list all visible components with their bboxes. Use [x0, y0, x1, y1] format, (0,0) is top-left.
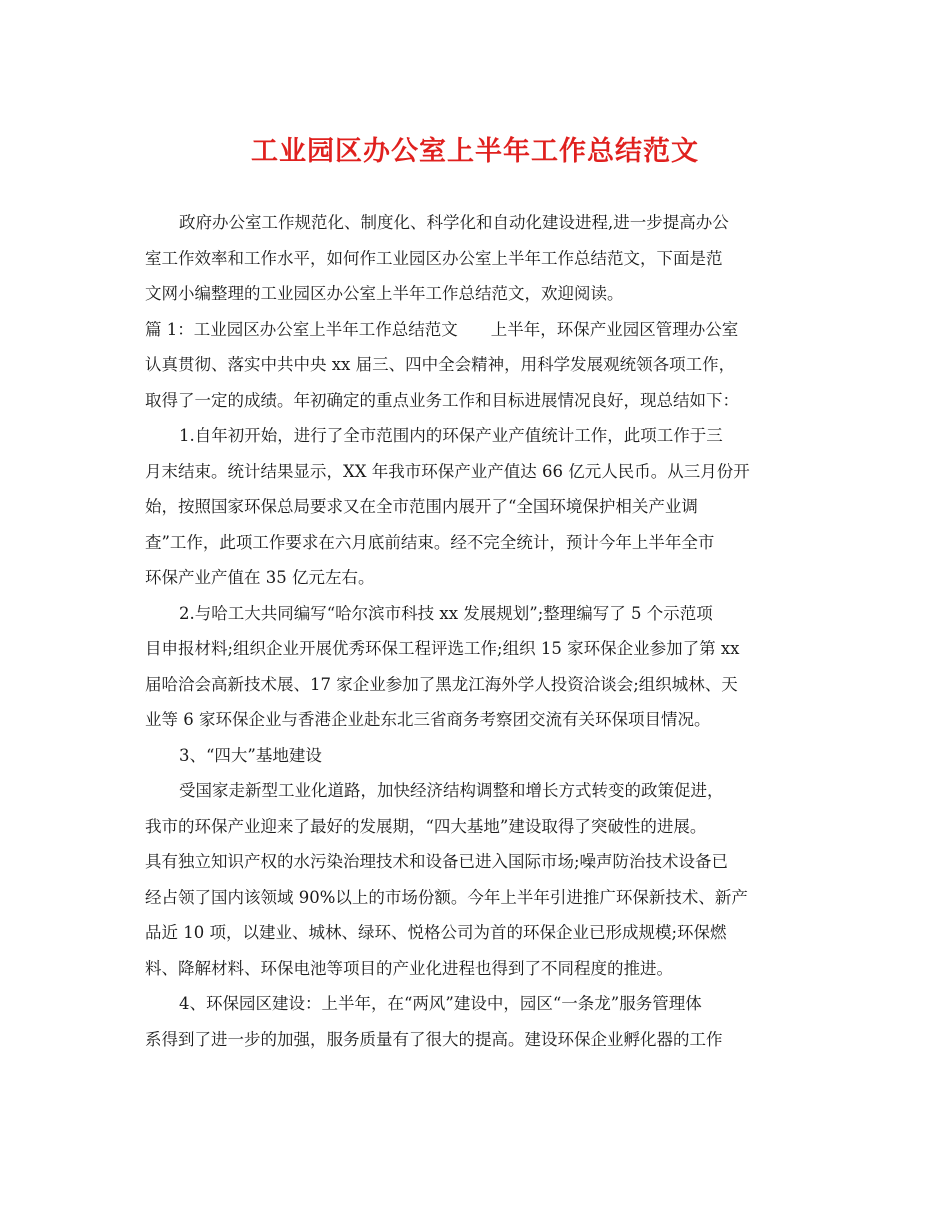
- paragraph-line: 4、环保园区建设：上半年，在“两风”建设中，园区“一条龙”服务管理体: [179, 994, 702, 1013]
- paragraph-line: 环保产业产值在 35 亿元左右。: [145, 568, 375, 587]
- paragraph-line: 室工作效率和工作水平，如何作工业园区办公室上半年工作总结范文，下面是范: [145, 248, 723, 268]
- section-heading: 3、“四大”基地建设: [179, 745, 322, 765]
- paragraph-line: 月末结束。统计结果显示，XX 年我市环保产业产值达 66 亿元人民币。从三月份开: [145, 461, 750, 481]
- paragraph-line: 届哈洽会高新技术展、17 家企业参加了黑龙江海外学人投资洽谈会;组织城林、天: [145, 674, 738, 694]
- paragraph-line: 品近 10 项，以建业、城林、绿环、悦格公司为首的环保企业已形成规模;环保燃: [145, 923, 727, 942]
- paragraph-line: 具有独立知识产权的水污染治理技术和设备已进入国际市场;噪声防治技术设备已: [145, 852, 729, 871]
- paragraph-line: 我市的环保产业迎来了最好的发展期，“四大基地”建设取得了突破性的进展。: [145, 816, 707, 836]
- paragraph-line: 系得到了进一步的加强，服务质量有了很大的提高。建设环保企业孵化器的工作: [145, 1029, 723, 1049]
- paragraph-line: 2.与哈工大共同编写“哈尔滨市科技 xx 发展规划”;整理编写了 5 个示范项: [179, 603, 713, 623]
- paragraph-line: 受国家走新型工业化道路，加快经济结构调整和增长方式转变的政策促进，: [179, 781, 724, 800]
- paragraph-line: 始，按照国家环保总局要求又在全市范围内展开了“全国环境保护相关产业调: [145, 497, 698, 516]
- paragraph-line: 查”工作，此项工作要求在六月底前结束。经不完全统计，预计今年上半年全市: [145, 532, 715, 552]
- paragraph-line: 文网小编整理的工业园区办公室上半年工作总结范文，欢迎阅读。: [145, 284, 624, 303]
- paragraph-line: 料、降解材料、环保电池等项目的产业化进程也得到了不同程度的推进。: [145, 958, 673, 978]
- paragraph-line: 业等 6 家环保企业与香港企业赴东北三省商务考察团交流有关环保项目情况。: [145, 710, 711, 729]
- document-body: [145, 205, 810, 1057]
- paragraph-line: 取得了一定的成绩。年初确定的重点业务工作和目标进展情况良好，现总结如下：: [145, 390, 739, 410]
- paragraph-line: 经占领了国内该领域 90%以上的市场份额。今年上半年引进推广环保新技术、新产: [145, 887, 748, 907]
- paragraph-line: 认真贯彻、落实中共中央 xx 届三、四中全会精神，用科学发展观统领各项工作，: [145, 355, 736, 374]
- paragraph-line: 1.自年初开始，进行了全市范围内的环保产业产值统计工作，此项工作于三: [179, 426, 723, 445]
- document-title: 工业园区办公室上半年工作总结范文: [251, 136, 699, 167]
- paragraph-line: 篇 1：工业园区办公室上半年工作总结范文 上半年，环保产业园区管理办公室: [145, 319, 739, 339]
- paragraph-line: 目申报材料;组织企业开展优秀环保工程评选工作;组织 15 家环保企业参加了第 xx: [145, 639, 740, 658]
- paragraph-line: 政府办公室工作规范化、制度化、科学化和自动化建设进程,进一步提高办公: [179, 213, 729, 232]
